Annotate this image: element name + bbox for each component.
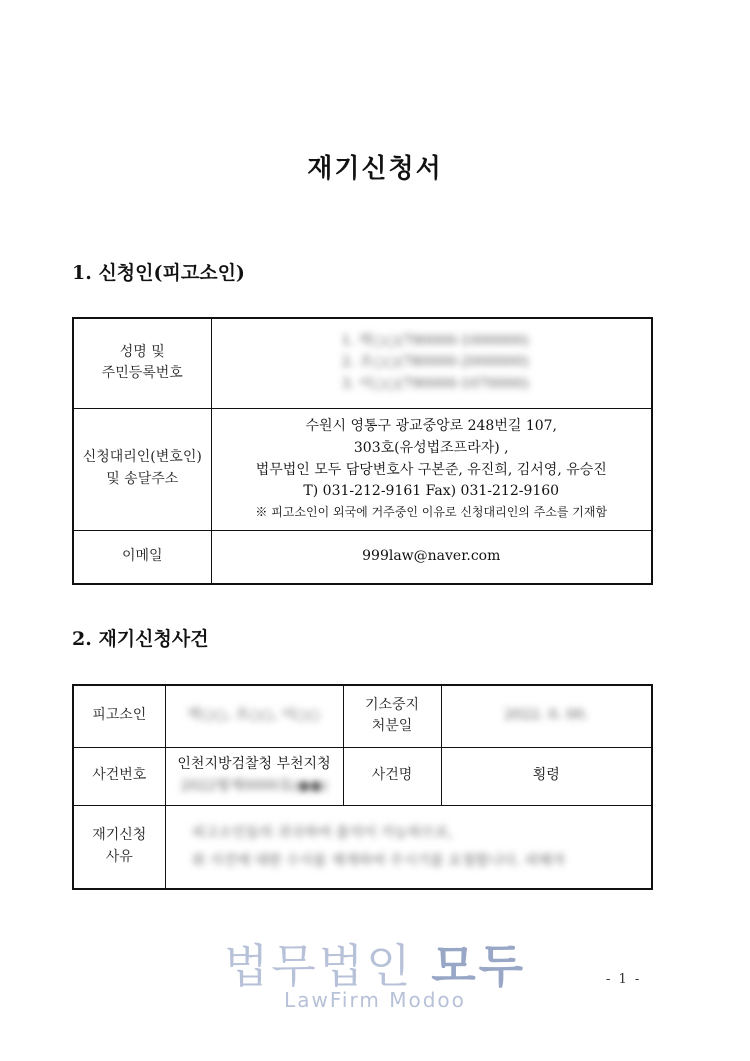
section2-heading: 2. 재기신청사건 <box>72 628 209 650</box>
watermark-en: LawFirm Modoo <box>284 988 466 1012</box>
name-line-1: 1. 박○○(790000-1000000) <box>341 332 529 349</box>
agent-label: 신청대리인(변호인) 및 송달주소 <box>73 408 211 530</box>
reason-label: 재기신청 사유 <box>73 805 165 889</box>
case-name-label: 사건명 <box>343 747 441 805</box>
suspend-label: 기소중지 처분일 <box>343 685 441 747</box>
reason-line-1: 피고소인들의 귀국하여 출석이 가능하므로, <box>191 824 453 841</box>
email-label: 이메일 <box>73 530 211 584</box>
agent-cell <box>211 408 652 530</box>
case-name-value: 횡령 <box>441 747 652 805</box>
suspend-value: 2022. 0. 00. <box>441 685 652 747</box>
watermark-kr-light: 법무법인 <box>223 939 432 993</box>
agent-line-3: 법무법인 모두 담당변호사 구본준, 유진희, 김서영, 유승진 <box>255 461 607 478</box>
name-cell <box>211 318 652 408</box>
name-label: 성명 및 주민등록번호 <box>73 318 211 408</box>
name-line-2: 2. 조○○(780000-2000000) <box>341 354 529 371</box>
case-table <box>72 684 653 890</box>
agent-note: ※ 피고소인이 외국에 거주중인 이유로 신청대리인의 주소를 기재함 <box>255 505 608 520</box>
case-no-label: 사건번호 <box>73 747 165 805</box>
reason-line-2: 위 사건에 대한 수사를 재개하여 주시기를 요청합니다. 피해자 <box>191 852 566 869</box>
document-title: 재기신청서 <box>307 154 443 184</box>
case-no-value: 2022형제0000호(●●) <box>180 778 328 794</box>
applicant-table <box>72 317 653 585</box>
case-no-office: 인천지방검찰청 부천지청 <box>177 756 331 773</box>
watermark-kr-bold: 모두 <box>431 939 527 993</box>
accused-value: 박○○, 조○○, 이○○ <box>165 685 343 747</box>
accused-label: 피고소인 <box>73 685 165 747</box>
email-value: 999law@naver.com <box>211 530 652 584</box>
agent-line-4: T) 031-212-9161 Fax) 031-212-9160 <box>303 483 560 500</box>
page-number: - 1 - <box>606 972 642 987</box>
name-line-3: 3. 이○○(790000-1070000) <box>341 376 529 393</box>
case-no-cell <box>165 747 343 805</box>
reason-cell <box>165 805 652 889</box>
agent-line-2: 303호(유성법조프라자) , <box>353 440 509 457</box>
section1-heading: 1. 신청인(피고소인) <box>72 262 245 284</box>
agent-line-1: 수원시 영통구 광교중앙로 248번길 107, <box>305 418 557 435</box>
